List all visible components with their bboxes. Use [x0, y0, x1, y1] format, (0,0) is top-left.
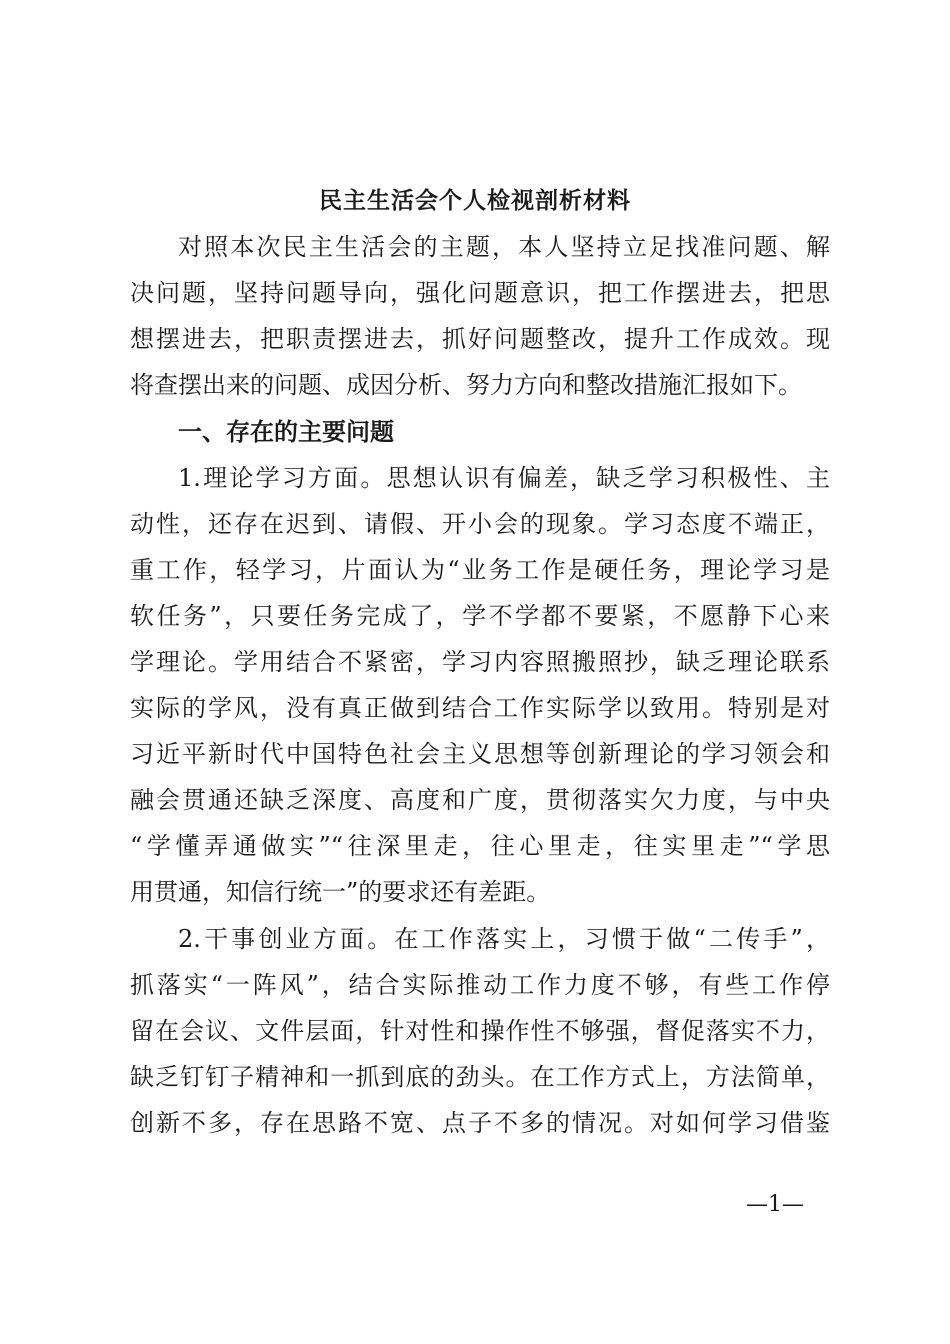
paragraph-line: 融会贯通还缺乏深度、高度和广度，贯彻落实欠力度，与中央	[130, 786, 830, 814]
paragraph-line: 1.理论学习方面。思想认识有偏差，缺乏学习积极性、主	[178, 464, 830, 492]
document-title: 民主生活会个人检视剖析材料	[319, 187, 631, 214]
paragraph-line: 对照本次民主生活会的主题，本人坚持立足找准问题、解	[178, 233, 830, 261]
paragraph-line: 用贯通，知信行统一”的要求还有差距。	[130, 878, 551, 906]
paragraph-line: 动性，还存在迟到、请假、开小会的现象。学习态度不端正，	[130, 510, 830, 538]
paragraph-line: 将查摆出来的问题、成因分析、努力方向和整改措施汇报如下。	[130, 371, 802, 399]
paragraph-line: 学理论。学用结合不紧密，学习内容照搬照抄，缺乏理论联系	[130, 648, 830, 676]
paragraph-line: 习近平新时代中国特色社会主义思想等创新理论的学习领会和	[130, 740, 830, 768]
paragraph-line: 抓落实“一阵风”，结合实际推动工作力度不够，有些工作停	[130, 971, 830, 999]
section-heading: 一、存在的主要问题	[178, 418, 394, 446]
paragraph-line: 实际的学风，没有真正做到结合工作实际学以致用。特别是对	[130, 694, 830, 722]
paragraph-line: 缺乏钉钉子精神和一抓到底的劲头。在工作方式上，方法简单，	[130, 1063, 830, 1091]
paragraph-line: 想摆进去，把职责摆进去，抓好问题整改，提升工作成效。现	[130, 325, 830, 353]
paragraph-line: 决问题，坚持问题导向，强化问题意识，把工作摆进去，把思	[130, 279, 830, 307]
page-number: —1—	[746, 1192, 804, 1217]
paragraph-line: 重工作，轻学习，片面认为“业务工作是硬任务，理论学习是	[130, 556, 830, 584]
paragraph-line: “学懂弄通做实”“往深里走，往心里走，往实里走”“学思	[130, 832, 830, 860]
paragraph-line: 软任务”，只要任务完成了，学不学都不要紧，不愿静下心来	[130, 602, 830, 630]
paragraph-line: 创新不多，存在思路不宽、点子不多的情况。对如何学习借鉴	[130, 1109, 830, 1137]
paragraph-line: 留在会议、文件层面，针对性和操作性不够强，督促落实不力，	[130, 1017, 830, 1045]
paragraph-line: 2.干事创业方面。在工作落实上，习惯于做“二传手”，	[178, 925, 830, 953]
